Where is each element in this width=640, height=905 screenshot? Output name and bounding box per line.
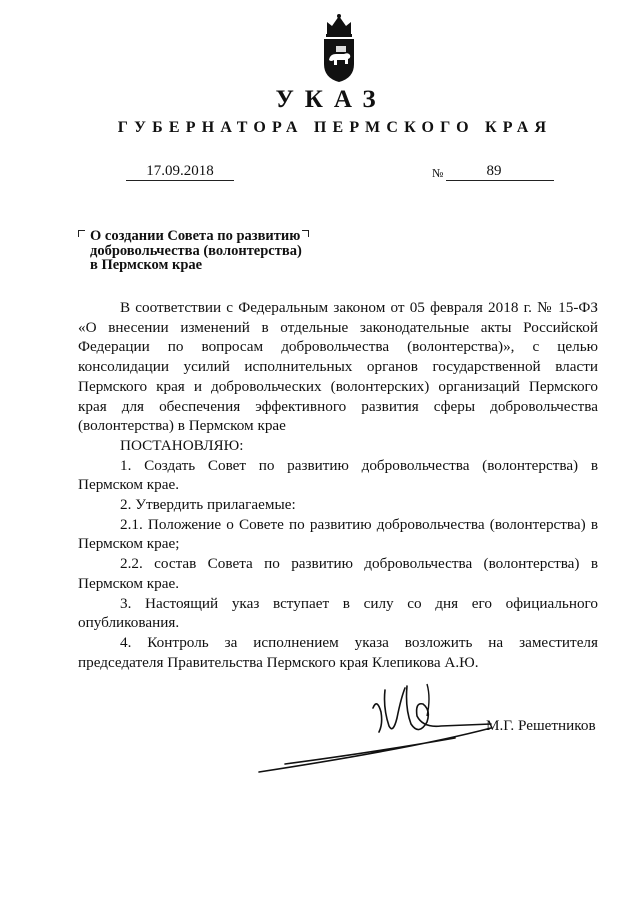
handwritten-signature xyxy=(255,668,495,780)
number-sign: № xyxy=(432,166,444,180)
date-value: 17.09.2018 xyxy=(146,163,214,179)
decree-title: УКАЗ xyxy=(275,86,387,113)
decree-date xyxy=(126,162,234,181)
decree-heading xyxy=(90,229,320,273)
preamble-paragraph: В соответствии с Федеральным законом от 05 февраля 2018 г. № 15-ФЗ «О внесении изменений в отдельные законодательные акты Российской Федерации по вопросам добровольчества (волонтерства)», с целью консолидации усилий исполнительных органов государственной власти Пермского края и добровольческих (волонтерских) организаций Пермского края для обеспечения эффективного развития сферы добровольчества (волонтерства) в Пермском крае xyxy=(78,299,598,435)
decree-body xyxy=(78,298,598,672)
decree-number xyxy=(446,162,554,181)
coat-of-arms-emblem xyxy=(318,12,360,84)
clause-2-2: 2.2. состав Совета по развитию добровольчества (волонтерства) в Пермском крае. xyxy=(78,555,598,592)
heading-line: добровольчества (волонтерства) xyxy=(90,242,302,259)
heading-bracket-left xyxy=(78,230,85,237)
clause-2: 2. Утвердить прилагаемые: xyxy=(120,496,296,514)
clause-4: 4. Контроль за исполнением указа возложить на заместителя председателя Правительства Пермского края Клепикова А.Ю. xyxy=(78,633,598,671)
clause-2-1: 2.1. Положение о Совете по развитию добровольчества (волонтерства) в Пермском крае; xyxy=(78,515,598,553)
heading-line: О создании Совета по развитию xyxy=(90,228,301,244)
signatory-name: М.Г. Решетников xyxy=(486,717,596,734)
decree-subtitle: ГУБЕРНАТОРА ПЕРМСКОГО КРАЯ xyxy=(117,119,553,136)
heading-line: в Пермском крае xyxy=(90,257,203,273)
number-value: 89 xyxy=(486,163,502,179)
decree-keyword: ПОСТАНОВЛЯЮ: xyxy=(120,436,244,454)
clause-3: 3. Настоящий указ вступает в силу со дня его официального опубликования. xyxy=(78,594,598,632)
clause-1: 1. Создать Совет по развитию добровольчества (волонтерства) в Пермском крае. xyxy=(78,456,598,494)
